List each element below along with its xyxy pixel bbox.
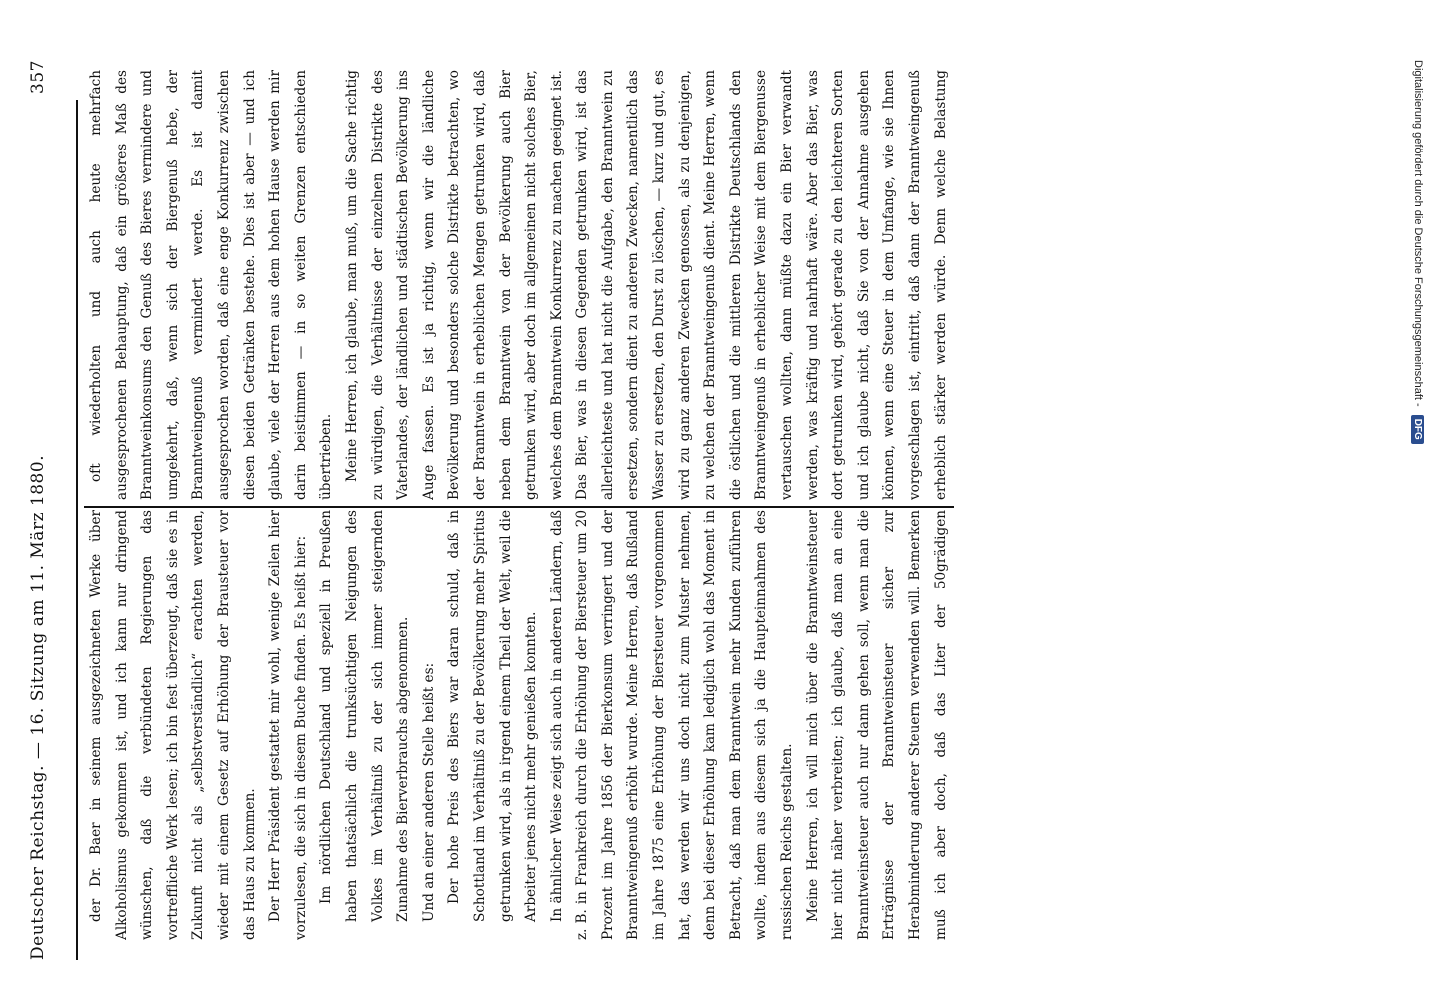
paragraph: der Dr. Baer in seinem ausgezeichneten Werke über Alkoholismus gekommen ist, und ich kann nur dringend wünschen, daß die verbündeten Regierungen das vortreffliche Werk lesen; ich bin fest überzeugt, daß sie es in Zukunft nicht als „selbstverständlich“ erachten werden, wieder mit einem Gesetz auf Erhöhung der Brausteuer vor das Haus zu kommen. (88, 510, 258, 940)
quotation: Im nördlichen Deutschland und speziell in Preußen haben thatsächlich die trunksüchtigen Neigungen des Volkes im Verhältniß zu der sich immer steigernden Zunahme des Bierverbrauchs abgenommen. (318, 510, 412, 922)
paragraph: oft wiederholten und auch heute mehrfach ausgesprochenen Behauptung, daß ein größeres Maß des Branntweinkonsums den Genuß des Bieres vermindere und umgekehrt, daß, wenn sich der Biergenuß hebe, der Branntweingenuß vermindert werde. Es ist damit ausgesprochen worden, daß eine enge Konkurrenz zwischen diesen beiden Getränken bestehe. Dies ist aber — und ich glaube, viele der Herren aus dem hohen Hause werden mir darin beistimmen — in so weiten Grenzen entschieden übertrieben. (88, 70, 335, 500)
paragraph: Meine Herren, ich glaube, man muß, um die Sache richtig zu würdigen, die Verhältnisse der einzelnen Distrikte des Vaterlandes, der ländlichen und städtischen Bevölkerung ins Auge fassen. Es ist ja richtig, wenn wir die ländliche Bevölkerung und besonders solche Distrikte betrachten, wo der Branntwein in erheblichen Mengen getrunken wird, daß neben dem Branntwein von der Bevölkerung auch Bier getrunken wird, aber doch im allgemeinen nicht solches Bier, welches dem Branntwein Konkurrenz zu machen geeignet ist. Das Bier, was in diesen Gegenden getrunken wird, ist das allerleichteste und hat nicht die Aufgabe, den Branntwein zu ersetzen, sondern dient zu anderen Zwecken, namentlich das Wasser zu ersetzen, den Durst zu löschen, — kurz und gut, es wird zu ganz anderen Zwecken genossen, als zu denjenigen, zu welchen der Branntweingenuß dient. Meine Herren, wenn die östlichen und die mittleren Distrikte Deutschlands den Branntweingenuß in erheblicher Weise mit dem Biergenusse vertauschen wollten, dann müßte dazu ein Bier verwandt werden, was kräftig und nahrhaft wäre. Aber das Bier, was dort getrunken wird, gehört gerade zu den leichteren Sorten und ich glaube nicht, daß Sie von der Annahme ausgehen können, wenn eine Steuer in dem Umfange, wie sie Ihnen vorgeschlagen ist, eintritt, daß dann der Branntweingenuß erheblich stärker werden würde. Denn welche Belastung (343, 70, 949, 500)
page-number: 357 (28, 60, 48, 94)
header-rule (76, 100, 78, 960)
dfg-logo: DFG (1412, 415, 1425, 444)
digitization-sidebar (1412, 60, 1432, 580)
quotation: Der hohe Preis des Biers war daran schuld, daß in Schottland im Verhältniß zu der Bevölkerung mehr Spiritus getrunken wird, als in irgend einem Theil der Welt, weil die Arbeiter jenes nicht mehr genießen konnten. (446, 510, 540, 922)
paragraph: Und an einer anderen Stelle heißt es: (420, 662, 437, 922)
left-column (84, 510, 954, 940)
header-title: Deutscher Reichstag. — 16. Sitzung am 11. März 1880. (28, 454, 48, 960)
paragraph: Der Herr Präsident gestattet mir wohl, wenige Zeilen hier vorzulesen, die sich in diesem Buche finden. Es heißt hier: (267, 510, 309, 940)
page-header (28, 60, 70, 960)
paragraph: Meine Herren, ich will mich über die Branntweinsteuer hier nicht näher verbreiten; ich glaube, daß man an eine Branntweinsteuer auch nur dann gehen soll, wenn man die Erträgnisse der Branntweinsteuer sicher zur Herabminderung anderer Steuern verwenden will. Bemerken muß ich aber doch, daß das Liter der 50grädigen (804, 510, 949, 940)
column-divider (84, 506, 954, 508)
paragraph: In ähnlicher Weise zeigt sich auch in anderen Ländern, daß z. B. in Frankreich durch die Erhöhung der Biersteuer um 20 Prozent im Jahre 1856 der Bierkonsum verringert und der Branntweingenuß erhöht wurde. Meine Herren, daß Rußland im Jahre 1875 eine Erhöhung der Biersteuer vorgenommen hat, das werden wir uns doch nicht zum Muster nehmen, denn bei dieser Erhöhung kam lediglich wohl das Moment in Betracht, daß man dem Branntwein mehr Kunden zuführen wollte, indem aus diesem sich ja die Haupteinnahmen des russischen Reichs gestalten. (548, 510, 796, 940)
digitization-credit: Digitalisierung gefördert durch die Deutsche Forschungsgemeinschaft - (1412, 60, 1424, 407)
right-column (84, 70, 954, 500)
